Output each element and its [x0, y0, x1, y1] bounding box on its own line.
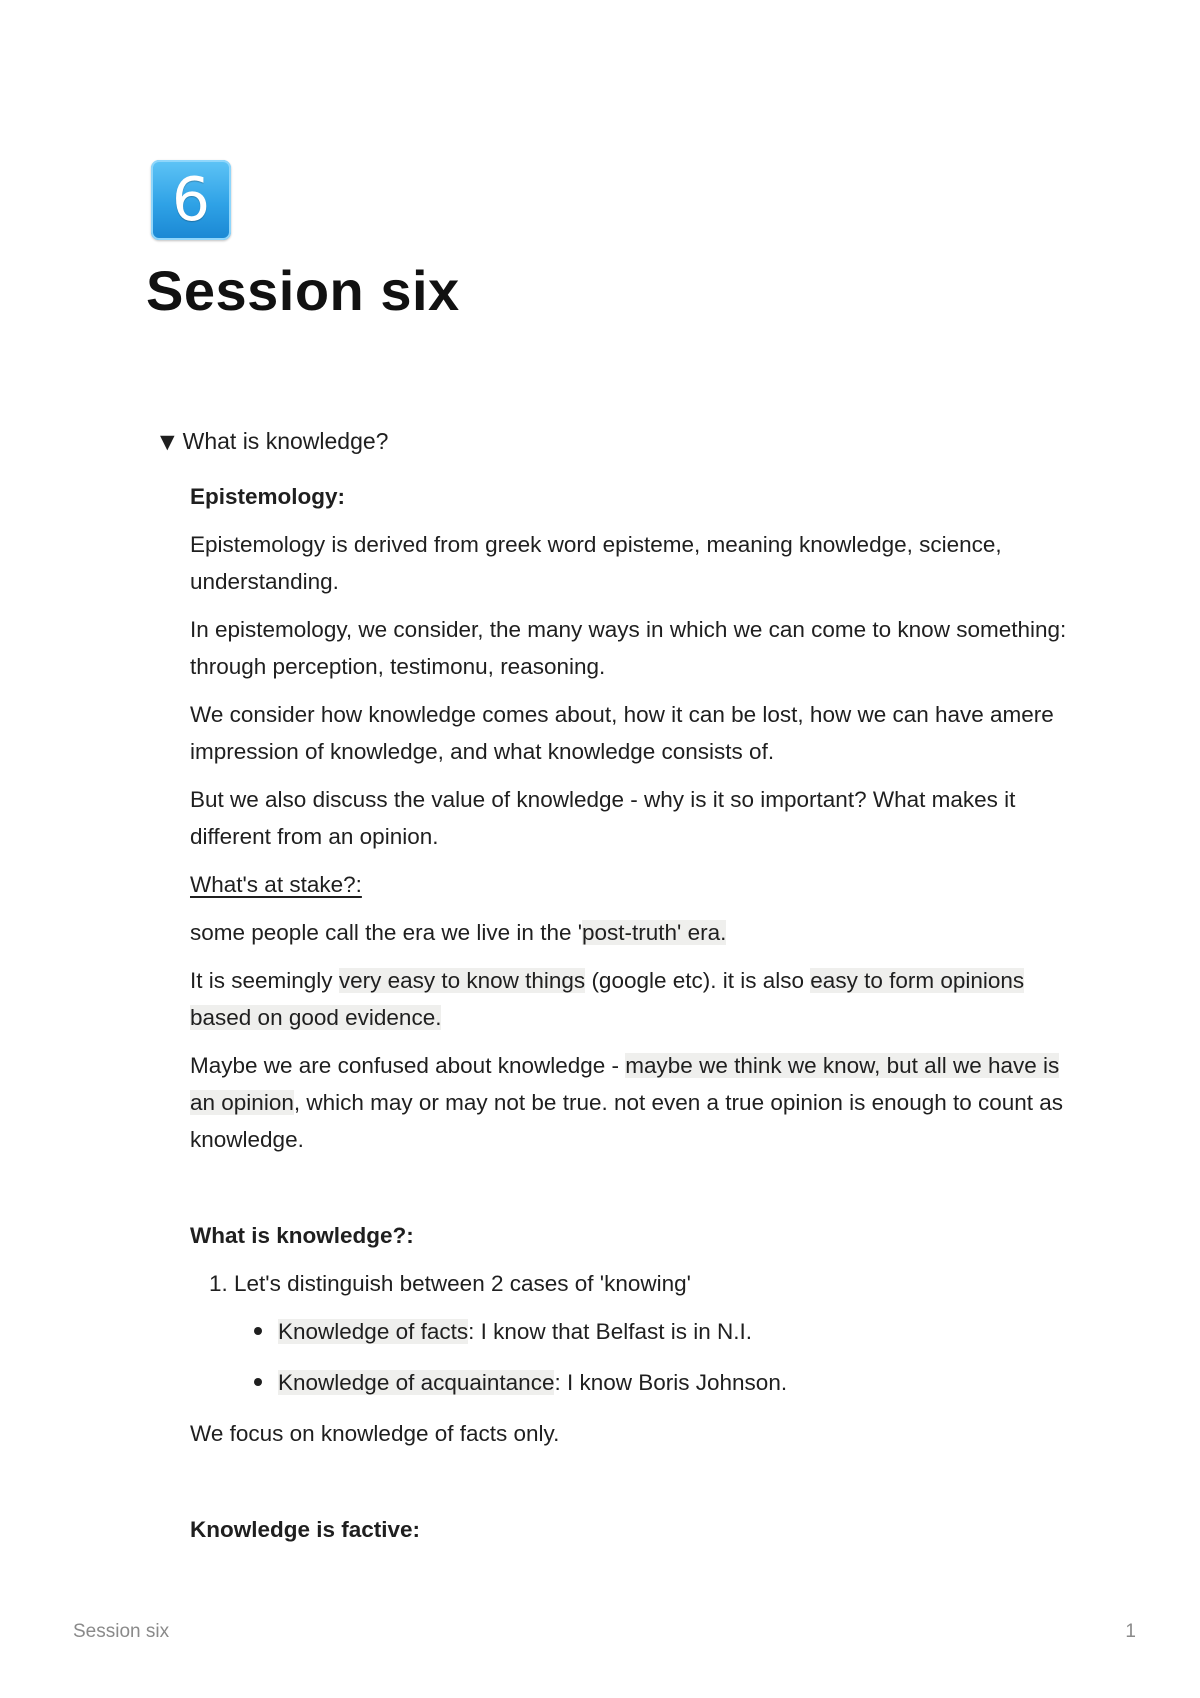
text-run: (google etc). it is also	[585, 968, 811, 993]
list-item	[234, 1265, 1070, 1401]
paragraph: We focus on knowledge of facts only.	[190, 1421, 560, 1446]
paragraph	[190, 1047, 1070, 1158]
heading-what-is-knowledge: What is knowledge?:	[190, 1223, 414, 1248]
spacer	[190, 1169, 1070, 1217]
toggle-label: What is knowledge?	[182, 428, 389, 454]
text-run: : I know Boris Johnson.	[554, 1370, 788, 1395]
heading-knowledge-is-factive: Knowledge is factive:	[190, 1517, 421, 1542]
highlighted-text: easy to form opinions based on good evidence.	[190, 968, 1025, 1030]
numbered-list	[190, 1265, 1070, 1401]
footer-doc-title: Session six	[73, 1621, 170, 1642]
triangle-down-icon[interactable]: ▼	[160, 430, 175, 453]
highlighted-text: post-truth' era.	[582, 920, 727, 945]
paragraph: In epistemology, we consider, the many ways in which we can come to know something: through perception, testimonu, reasoning.	[190, 617, 1067, 679]
bullet-icon	[254, 1378, 262, 1386]
list-item	[278, 1313, 1070, 1350]
list-item	[278, 1364, 1070, 1401]
bulleted-list	[234, 1313, 1070, 1401]
page-title: Session six	[146, 259, 460, 322]
heading-whats-at-stake	[190, 866, 1070, 903]
text-run: , which may or may not be true. not even a true opinion is enough to count as knowledge.	[190, 1090, 1064, 1152]
heading-epistemology: Epistemology:	[190, 484, 346, 509]
keycap-six-icon	[151, 160, 231, 240]
spacer	[190, 1463, 1070, 1511]
paragraph	[190, 962, 1070, 1036]
paragraph: We consider how knowledge comes about, how it can be lost, how we can have amere impression of knowledge, and what knowledge consists of.	[190, 702, 1054, 764]
list-item-text: Let's distinguish between 2 cases of 'knowing'	[234, 1271, 691, 1296]
highlighted-text: Knowledge of facts	[278, 1319, 469, 1344]
text-run: Maybe we are confused about knowledge -	[190, 1053, 626, 1078]
paragraph: Epistemology is derived from greek word episteme, meaning knowledge, science, understanding.	[190, 532, 1002, 594]
paragraph	[190, 914, 1070, 951]
toggle-content	[190, 478, 1070, 1559]
underlined-heading: What's at stake?:	[190, 872, 362, 897]
text-run: It is seemingly	[190, 968, 339, 993]
highlighted-text: very easy to know things	[338, 968, 586, 993]
text-run: some people call the era we live in the '	[190, 920, 583, 945]
footer-page-number: 1	[1125, 1621, 1136, 1642]
bullet-icon	[254, 1327, 262, 1335]
highlighted-text: Knowledge of acquaintance	[278, 1370, 555, 1395]
paragraph: But we also discuss the value of knowledge - why is it so important? What makes it different from an opinion.	[190, 787, 1016, 849]
keycap-six-glyph: 6	[171, 165, 211, 235]
toggle-what-is-knowledge[interactable]	[160, 428, 388, 455]
text-run: : I know that Belfast is in N.I.	[468, 1319, 752, 1344]
highlighted-text: maybe we think we know, but all we have is an opinion	[190, 1053, 1060, 1115]
